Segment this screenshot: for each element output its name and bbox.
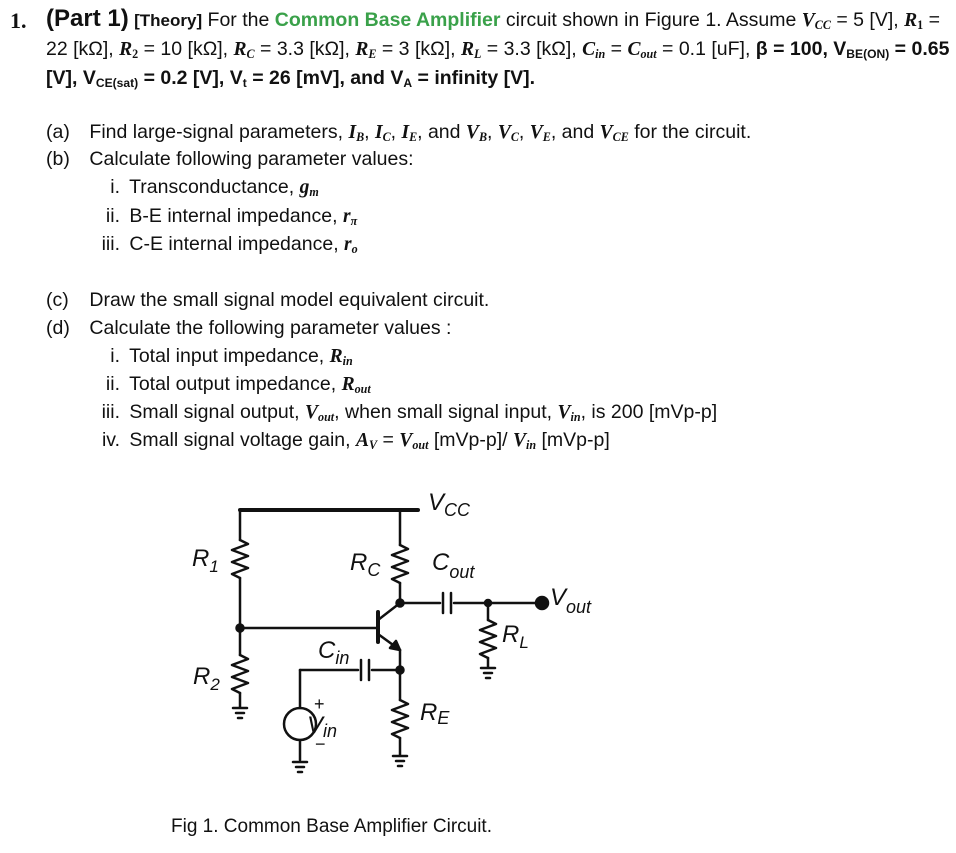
given-vcesat: = 0.2 [V],: [143, 67, 225, 89]
circuit-name: Common Base Amplifier: [274, 9, 501, 31]
question-c-text: Draw the small signal model equivalent circuit.: [89, 289, 490, 311]
ground-symbol: [481, 668, 495, 678]
cin-capacitor: [361, 660, 369, 680]
given-r1: = 22 [kΩ],: [46, 9, 940, 60]
npn-transistor: [378, 603, 400, 650]
item-number: i.: [110, 176, 120, 198]
item-number: ii.: [105, 373, 120, 395]
question-b-item: ii. B-E internal impedance, $r_\pi$: [82, 205, 357, 228]
given-rc: = 3.3 [kΩ],: [260, 38, 350, 60]
item-tail: [mVp-p]/: [433, 429, 508, 451]
item-number: i.: [110, 345, 120, 367]
item-tail2: is 200 [mVp-p]: [591, 401, 718, 423]
question-b-item: iii. C-E internal impedance, $r_o$: [82, 233, 358, 256]
item-text: Total input impedance,: [129, 345, 325, 367]
question-d-item: iv. Small signal voltage gain, $A_V = V_{out}$ [mVp-p]/ $V_{in}$ [mVp-p]: [82, 429, 610, 452]
r1-resistor: [232, 540, 248, 578]
item-tail2: [mVp-p]: [541, 429, 610, 451]
question-d-item: i. Total input impedance, $R_{in}$: [82, 345, 353, 368]
question-b-item: i. Transconductance, $g_m$: [82, 176, 319, 199]
item-number: iii.: [101, 401, 120, 423]
question-c-label: (c): [46, 289, 69, 311]
question-b-text: Calculate following parameter values:: [89, 148, 414, 170]
plus-sign: +: [314, 694, 325, 714]
item-text: Small signal voltage gain,: [129, 429, 351, 451]
rc-resistor: [392, 545, 408, 583]
ground-symbol: [293, 762, 307, 772]
question-a-text: Find large-signal parameters,: [89, 121, 344, 143]
problem-intro: (Part 1) [Theory] For the Common Base Amplifier circuit shown in Figure 1. Assume $V_{CC} = 5$ [V], $R_1 = 22$ [kΩ], $R_2 = 10$ [kΩ], $R_C = 3.3$ [kΩ], $R_E = 3$ [kΩ], $R_L = 3.3$ [kΩ], $C_{in} = C_{out} = 0.1$ [uF], β = 100, $V_{BE(ON)} = 0.65$ [V], $V_{CE(sat)} = 0.2$ [V], $V_t = 26$ [mV], and $V_A$ = infinity [V].: [46, 5, 950, 91]
item-tail: when small signal input,: [345, 401, 553, 423]
question-d-item: iii. Small signal output, $V_{out}$, when small signal input, $V_{in}$, is 200 [mVp-p]: [82, 401, 717, 424]
question-b-label: (b): [46, 148, 70, 170]
item-number: ii.: [105, 205, 120, 227]
given-re: = 3 [kΩ],: [381, 38, 456, 60]
given-vt: = 26 [mV], and: [252, 67, 385, 89]
given-va: = infinity [V].: [417, 67, 536, 89]
item-text: C-E internal impedance,: [129, 233, 339, 255]
item-text: B-E internal impedance,: [129, 205, 338, 227]
minus-sign: −: [315, 734, 326, 754]
ground-symbol: [233, 708, 247, 718]
re-resistor: [392, 700, 408, 738]
rl-resistor: [480, 620, 496, 658]
item-text: Total output impedance,: [129, 373, 337, 395]
item-text: Transconductance,: [129, 176, 295, 198]
question-a-label: (a): [46, 121, 70, 143]
question-d-item: ii. Total output impedance, $R_{out}$: [82, 373, 371, 396]
rl-label: $R_L$: [502, 621, 529, 652]
given-beta: β = 100,: [755, 38, 828, 60]
r1-label: $R_1$: [192, 545, 219, 576]
item-number: iv.: [101, 429, 120, 451]
figure-caption: Fig 1. Common Base Amplifier Circuit.: [171, 816, 492, 837]
item-text: Small signal output,: [129, 401, 300, 423]
theory-tag: [Theory]: [134, 11, 203, 30]
cout-capacitor: [443, 593, 451, 613]
part-label: (Part 1): [46, 5, 129, 32]
vout-terminal: [536, 597, 548, 609]
re-label: RE: [420, 699, 450, 728]
question-a: (a) Find large-signal parameters, $I_B$, $I_C$, $I_E$, and $V_B$, $V_C$, $V_E$, and $V_{CE}$ for the circuit.: [46, 121, 752, 145]
given-r2: = 10 [kΩ],: [143, 38, 229, 60]
vcc-label: $V_{CC}$: [428, 489, 471, 520]
intro-suffix: circuit shown in Figure 1. Assume: [505, 9, 797, 31]
vout-label: $V_{out}$: [550, 584, 592, 617]
vin-label: Vin: [307, 712, 338, 741]
cout-label: $C_{out}$: [432, 549, 475, 582]
cin-label: $C_{in}$: [318, 637, 350, 668]
given-vbe: = 0.65 [V],: [46, 38, 950, 89]
r2-label: $R_2$: [193, 663, 220, 694]
intro-prefix: For the: [207, 9, 270, 31]
question-d-label: (d): [46, 317, 70, 339]
question-d-text: Calculate the following parameter values :: [89, 317, 452, 339]
r2-resistor: [232, 655, 248, 693]
given-rl: = 3.3 [kΩ],: [486, 38, 577, 60]
item-number: iii.: [101, 233, 120, 255]
given-cin-cout: = 0.1 [uF],: [662, 38, 751, 60]
rc-label: $R_C$: [350, 549, 381, 580]
ground-symbol: [393, 756, 407, 766]
question-a-tail: for the circuit.: [634, 121, 752, 143]
given-vcc: = 5 [V],: [836, 9, 899, 31]
problem-number: 1.: [10, 8, 27, 33]
